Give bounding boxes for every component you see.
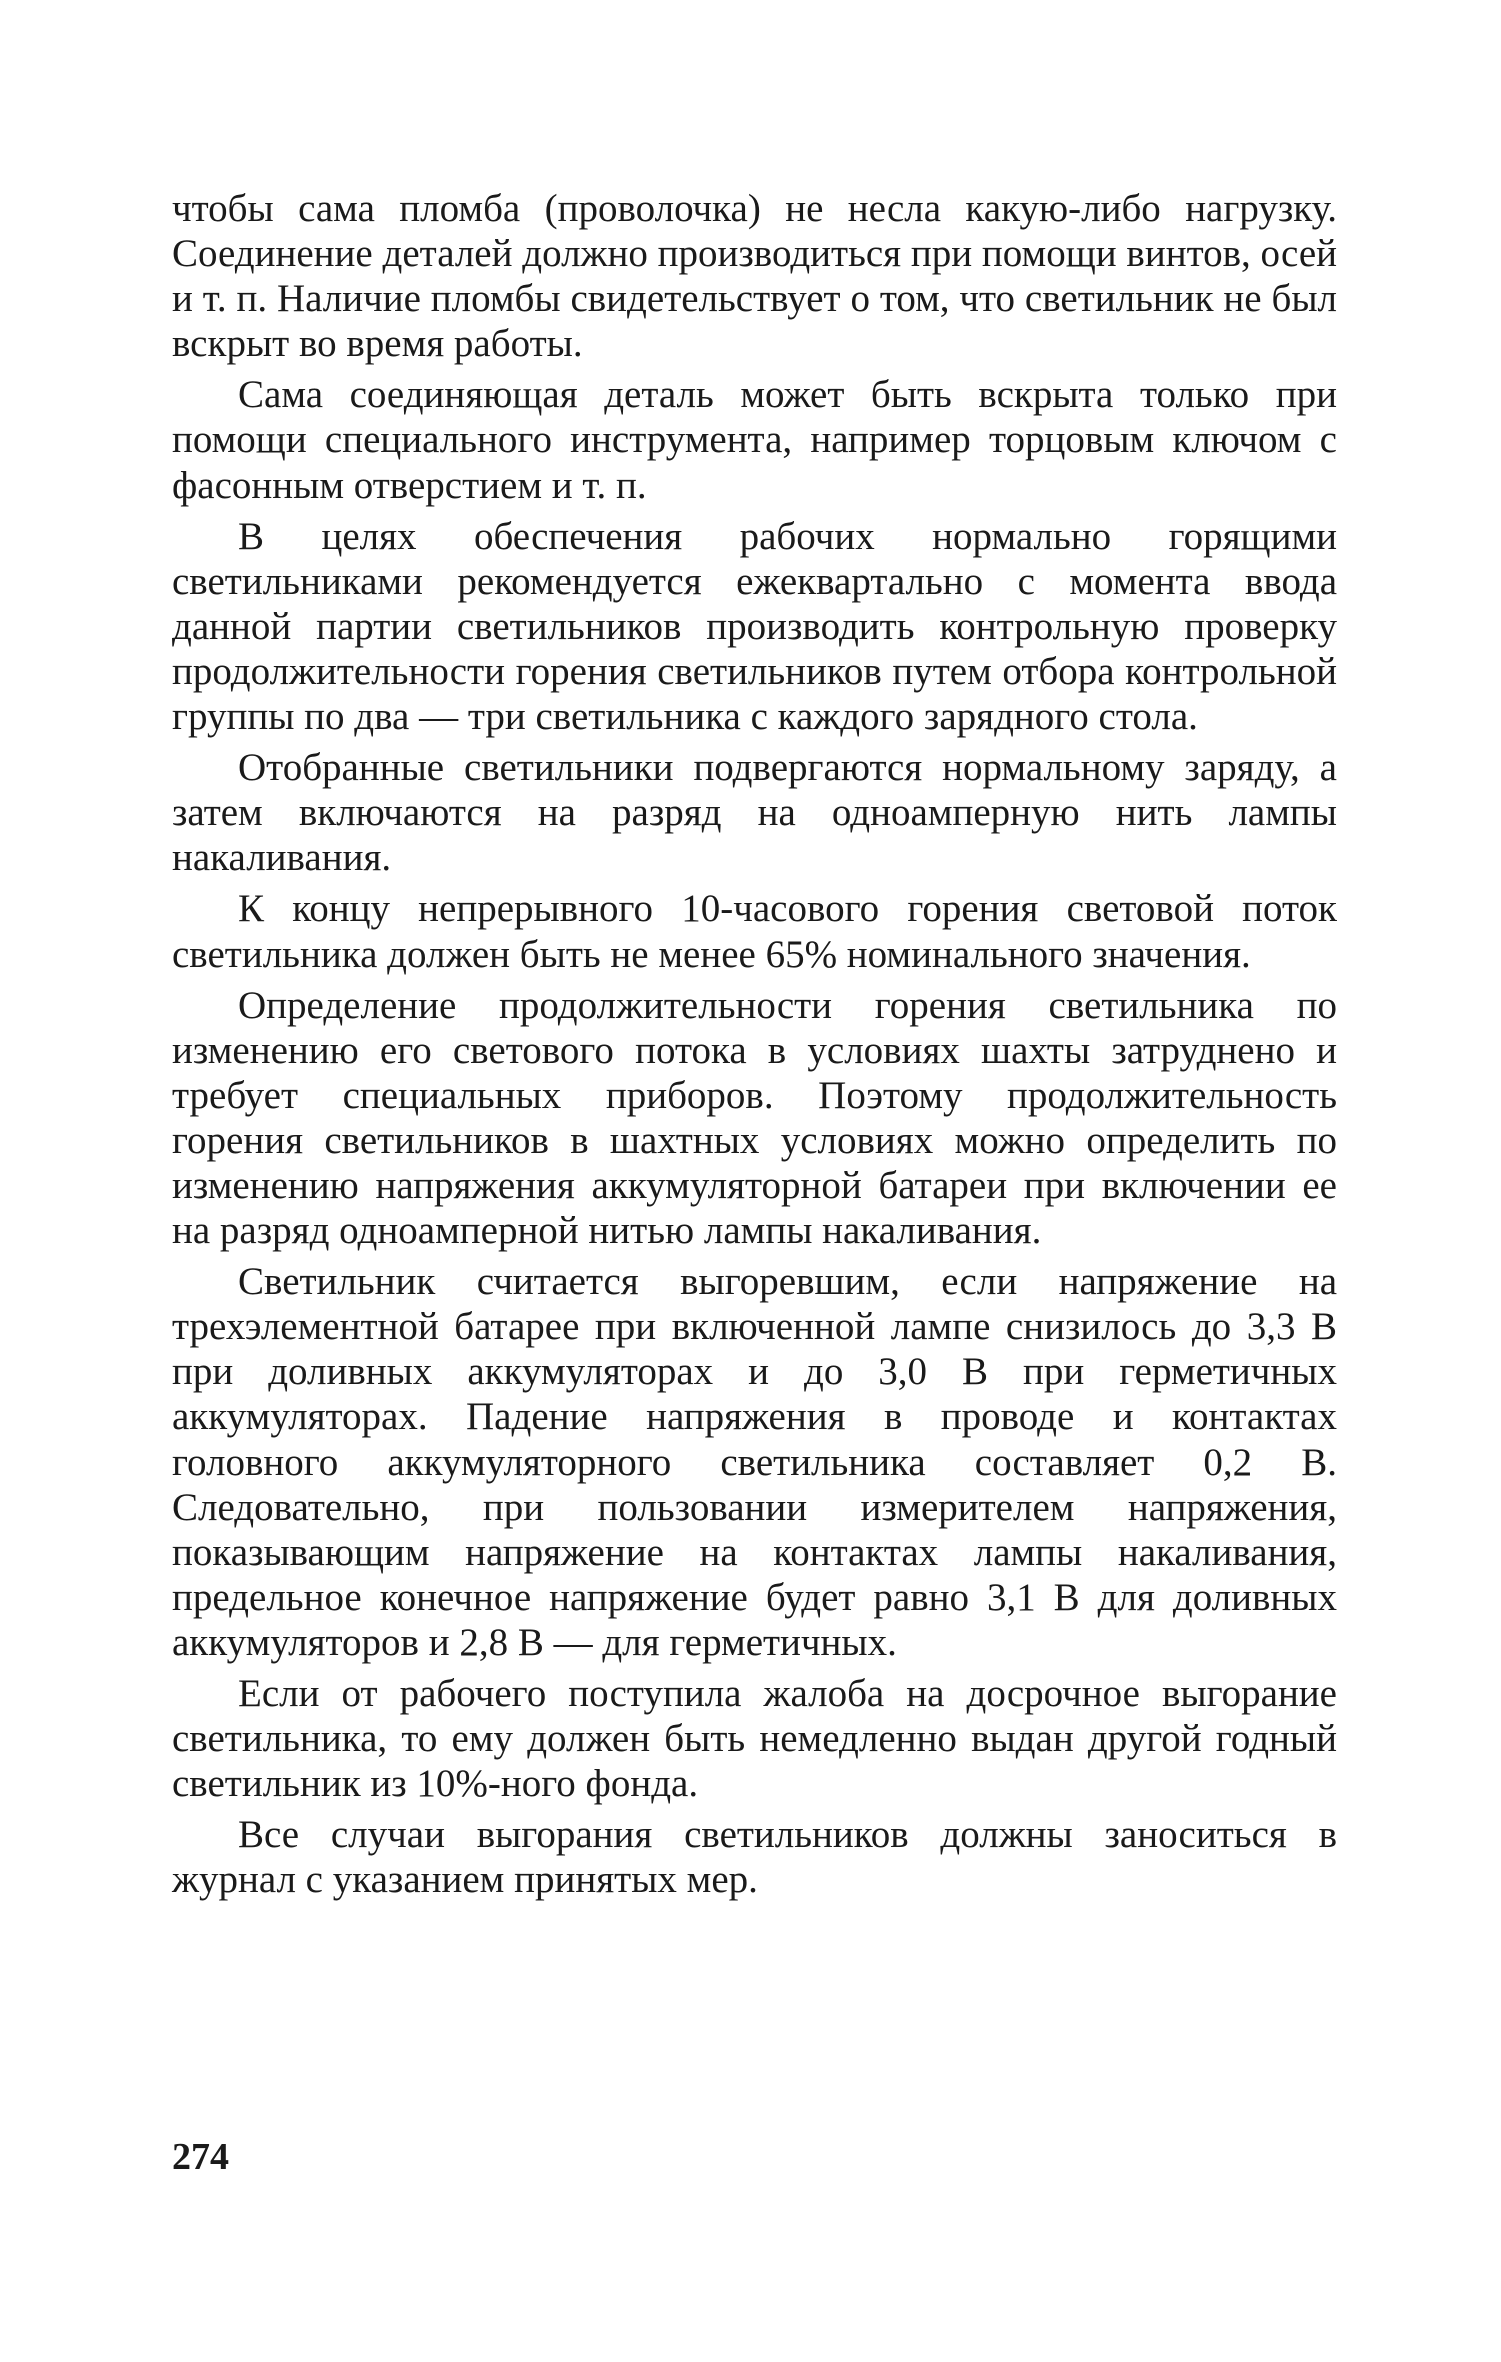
page-number: 274 — [172, 2136, 229, 2178]
paragraph: Определение продолжительности горения светильника по изменению его светового потока в условиях шахты затруднено и требует специальных приборов. Поэтому продолжительность горения светильников в шахтных условиях можно определить по изменению напряжения аккумуляторной батареи при включении ее на разряд одноамперной нитью лампы накаливания. — [172, 983, 1337, 1253]
paragraph: Отобранные светильники подвергаются нормальному заряду, а затем включаются на разряд на одноамперную нить лампы накаливания. — [172, 746, 1337, 880]
paragraph: Все случаи выгорания светильников должны заноситься в журнал с указанием принятых мер. — [172, 1813, 1337, 1902]
paragraph: Если от рабочего поступила жалоба на досрочное выгорание светильника, то ему должен быть немедленно выдан другой годный светильник из 10%-ного фонда. — [172, 1672, 1337, 1806]
paragraph: Светильник считается выгоревшим, если напряжение на трехэлементной батарее при включенной лампе снизилось до 3,3 В при доливных аккумуляторах и до 3,0 В при герметичных аккумуляторах. Падение напряжения в проводе и контактах головного аккумуляторного светильника составляет 0,2 В. Следовательно, при пользовании измерителем напряжения, показывающим напряжение на контактах лампы накаливания, предельное конечное напряжение будет равно 3,1 В для доливных аккумуляторов и 2,8 В — для герметичных. — [172, 1260, 1337, 1664]
paragraph: Сама соединяющая деталь может быть вскрыта только при помощи специального инструмента, например торцовым ключом с фасонным отверстием и т. п. — [172, 373, 1337, 507]
paragraph: В целях обеспечения рабочих нормально горящими светильниками рекомендуется ежеквартально с момента ввода данной партии светильников производить контрольную проверку продолжительности горения светильников путем отбора контрольной группы по два — три светильника с каждого зарядного стола. — [172, 514, 1337, 739]
paragraph-continuation: чтобы сама пломба (проволочка) не несла какую-либо нагрузку. Соединение деталей должно производиться при помощи винтов, осей и т. п. Наличие пломбы свидетельствует о том, что светильник не был вскрыт во время работы. — [172, 187, 1337, 366]
paragraph: К концу непрерывного 10-часового горения световой поток светильника должен быть не менее 65% номинального значения. — [172, 887, 1337, 976]
body-text — [172, 186, 1337, 1902]
